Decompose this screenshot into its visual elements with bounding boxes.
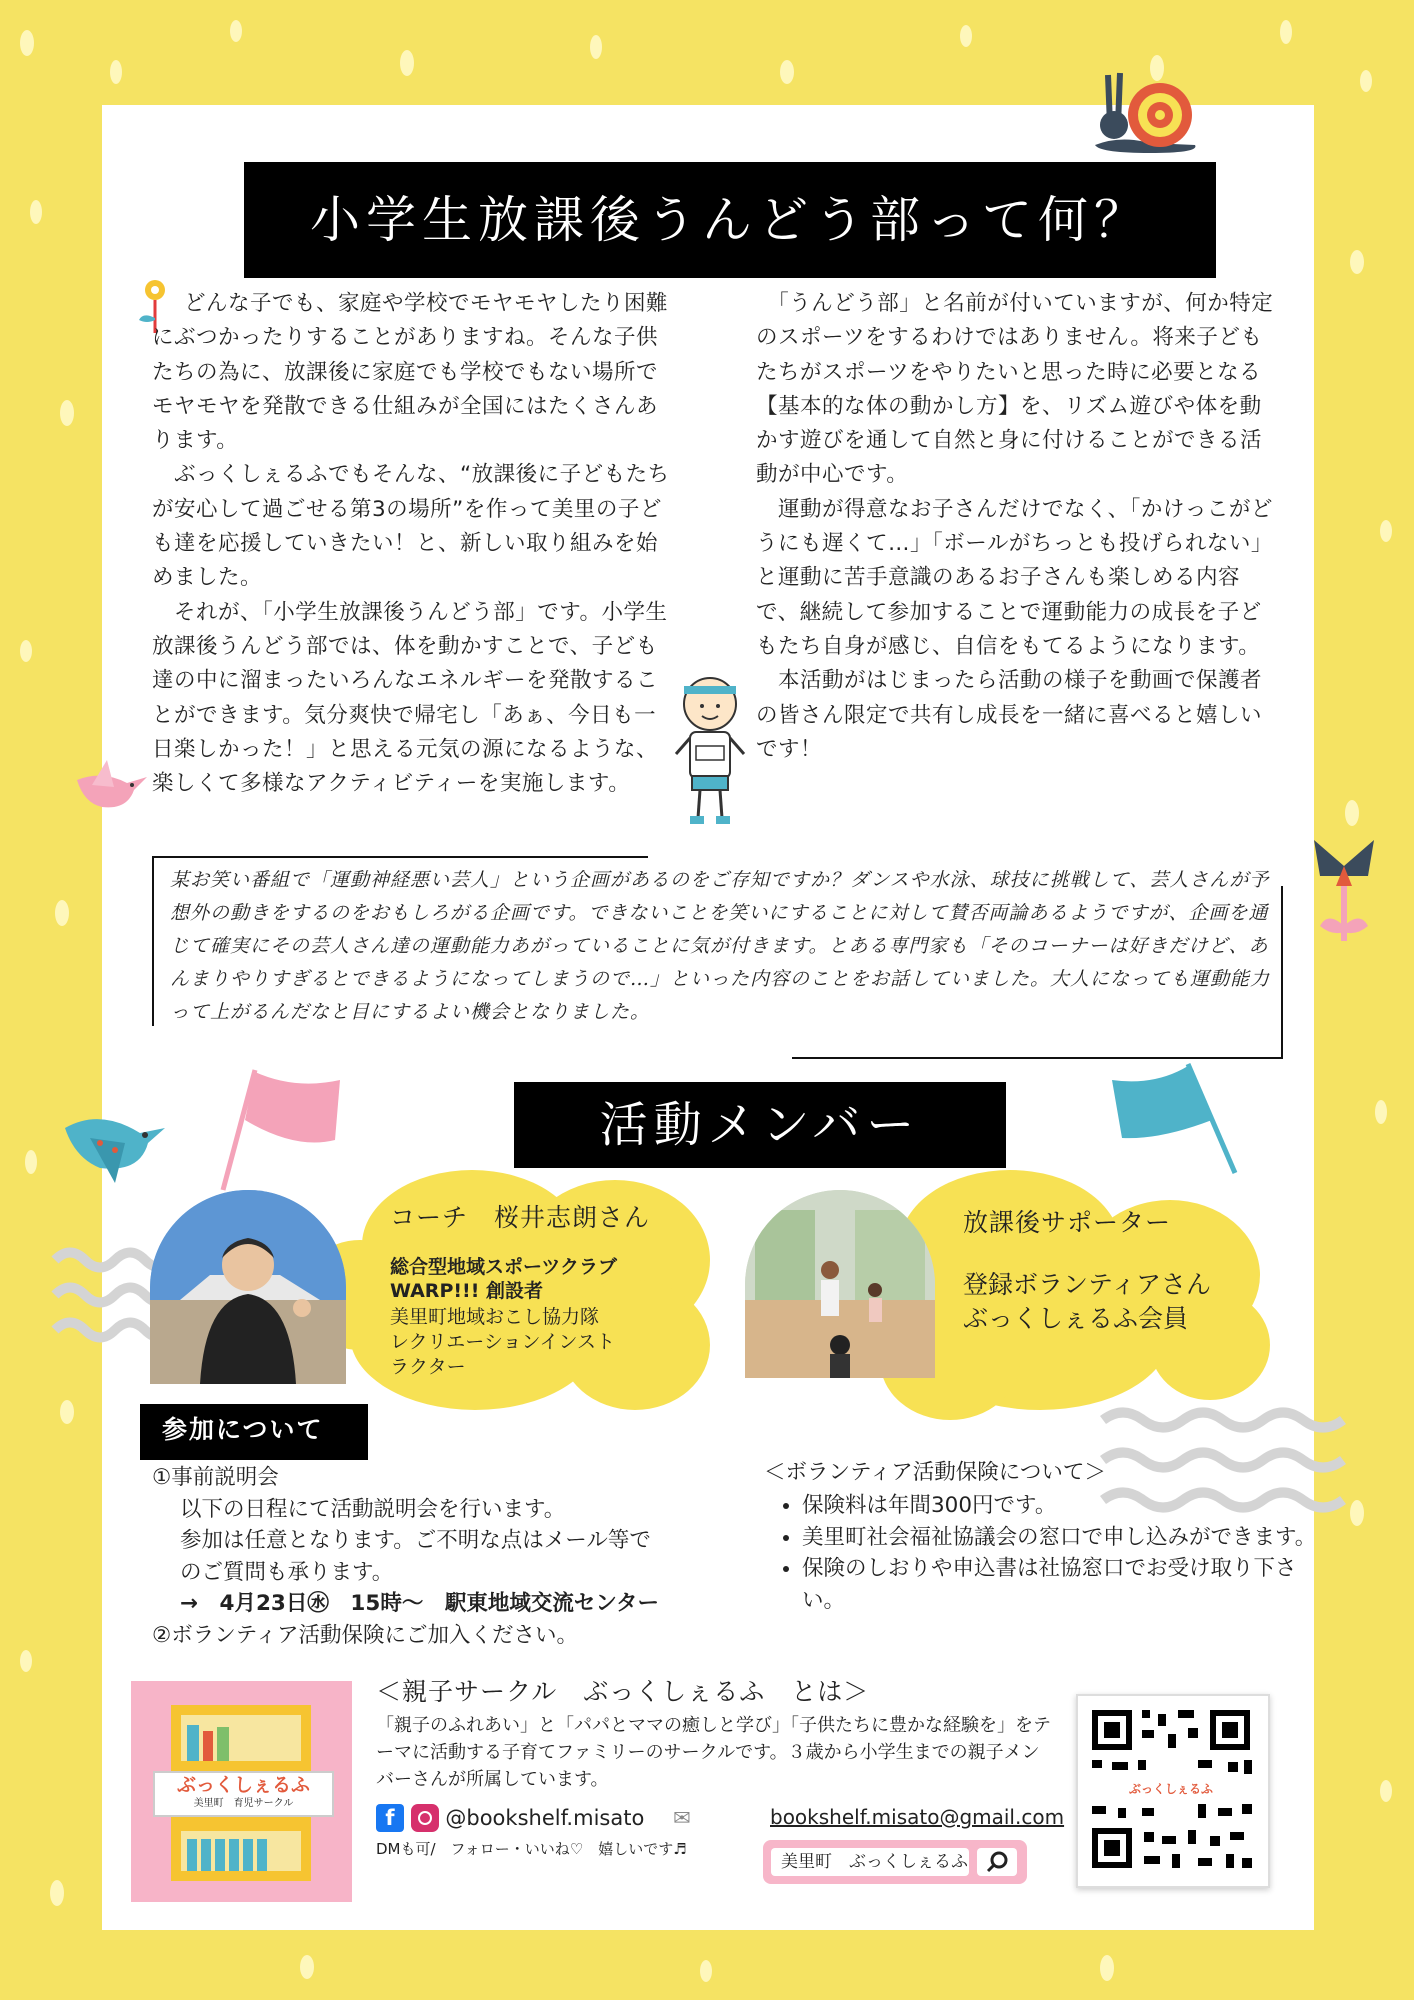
flower-icon: [1308, 836, 1380, 948]
circle-title: ＜親子サークル ぶっくしぇるふ とは＞: [376, 1677, 870, 1706]
mail-icon: ✉: [672, 1806, 691, 1830]
instagram-icon[interactable]: [411, 1804, 439, 1832]
intro-paragraph: 「うんどう部」と名前が付いていますが、何か特定のスポーツをするわけではありません。将来子どもたちがスポーツをやりたいと思った時に必要となる【基本的な体の動かし方】を、リズム遊びや体を動かす遊びを通して自然と身に付けることができる活動が中心です。: [756, 291, 1274, 488]
search-input[interactable]: 美里町 ぶっくしぇるふ: [771, 1848, 969, 1876]
insurance-item: • 保険料は年間300円です。: [802, 1490, 1322, 1522]
note-border: [152, 856, 648, 858]
join-line: 以下の日程にて活動説明会を行います。: [180, 1496, 566, 1522]
supporter-line: 登録ボランティアさん: [963, 1270, 1212, 1299]
schedule-line: → 4月23日㊌ 15時～ 駅東地域交流センター: [180, 1591, 659, 1616]
bird-icon: [60, 1098, 170, 1193]
logo-subtext: 美里町 育児サークル: [193, 1798, 294, 1809]
coach-role: [390, 1305, 680, 1380]
intro-right-column: [756, 287, 1276, 767]
join-item: ②ボランティア活動保険にご加入ください。: [152, 1622, 579, 1648]
intro-paragraph: それが、「小学生放課後うんどう部」です。小学生放課後うんどう部では、体を動かすことで、子ども達の中に溜まったいろんなエネルギーを発散することができます。気分爽快で帰宅し「あぁ、今日も一日楽しかった！」と思える元気の源になるような、楽しくて多様なアクティビティーを実施します。: [152, 599, 668, 797]
sns-row: [376, 1804, 691, 1832]
facebook-icon[interactable]: f: [376, 1804, 404, 1832]
join-line: 参加は任意となります。ご不明な点はメール等で: [180, 1528, 651, 1553]
coach-photo: [150, 1190, 346, 1384]
members-title: 活動メンバー: [514, 1082, 1006, 1168]
search-box: [763, 1840, 1027, 1884]
coach-organization: [390, 1255, 690, 1303]
join-details: [152, 1462, 752, 1651]
note-text: 某お笑い番組で「運動神経悪い芸人」という企画があるのをご存知ですか？ダンスや水泳、球技に挑戦して、芸人さんが予想外の動きをするのをおもしろがる企画です。できないことを笑いにすることに対して賛否両論あるようですが、企画を通じて確実にその芸人さん達の運動能力あがっていることに気が付きます。とある専門家も「そのコーナーは好きだけど、あんまりやりすぎるとできるようになってしまうので…」といった内容のことをお話していました。大人になっても運動能力って上がるんだなと目にするよい機会となりました。: [170, 869, 1271, 1023]
child-illustration: [672, 676, 748, 831]
join-line: のご質問も承ります。: [180, 1559, 394, 1585]
bird-icon: [72, 755, 152, 830]
logo-text: ぶっくしぇるふ: [176, 1774, 310, 1796]
sns-handle[interactable]: @bookshelf.misato: [445, 1806, 645, 1830]
coach-role-line: 美里町地域おこし協力隊: [390, 1306, 600, 1328]
note-border: [1281, 886, 1283, 1058]
activity-photo: [745, 1190, 935, 1378]
sns-note: DMも可/ フォロー・いいね♡ 嬉しいです♬: [376, 1840, 687, 1858]
intro-paragraph: 運動が得意なお子さんだけでなく、「かけっこがどうにも遅くて…」「ボールがちっとも投げられない」と運動に苦手意識のあるお子さんも楽しめる内容で、継続して参加することで運動能力の成長を子どもたち自身が感じ、自信をもてるようになります。: [756, 496, 1273, 659]
page-title: 小学生放課後うんどう部って何？: [244, 162, 1216, 278]
circle-description: 「親子のふれあい」と「パパとママの癒しと学び」「子供たちに豊かな経験を」をテーマに活動する子育てファミリーのサークルです。３歳から小学生までの親子メンバーさんが所属しています。: [376, 1715, 1051, 1790]
pink-flag-icon: [215, 1060, 345, 1195]
coach-name: コーチ 桜井志朗さん: [390, 1203, 651, 1232]
teal-flag-icon: [1110, 1058, 1240, 1178]
email-link[interactable]: bookshelf.misato@gmail.com: [770, 1805, 1065, 1829]
coach-org-line: WARP!!! 創設者: [390, 1280, 543, 1302]
intro-paragraph: ぶっくしぇるふでもそんな、“放課後に子どもたちが安心して過ごせる第3の場所”を作って美里の子ども達を応援していきたい！と、新しい取り組みを始めました。: [152, 462, 670, 591]
coach-role-line: ラクター: [390, 1356, 466, 1378]
join-section-tag: 参加について: [140, 1404, 368, 1460]
intro-left-column: [152, 287, 672, 801]
supporter-label: 放課後サポーター: [963, 1208, 1172, 1237]
supporter-description: [963, 1268, 1211, 1336]
insurance-list: [764, 1490, 1322, 1616]
snail-icon: [1090, 65, 1205, 155]
search-icon: [977, 1848, 1017, 1876]
note-border: [152, 856, 154, 1026]
qr-code[interactable]: [1076, 1694, 1270, 1888]
coach-role-line: レクリエーションインスト: [390, 1331, 615, 1353]
insurance-title: ＜ボランティア活動保険について＞: [764, 1460, 1106, 1485]
logo-banner: [153, 1771, 334, 1817]
coach-org-line: 総合型地域スポーツクラブ: [390, 1256, 618, 1278]
qr-caption: ぶっくしぇるふ: [1128, 1782, 1213, 1796]
circle-logo: [131, 1681, 352, 1902]
join-item: ①事前説明会: [152, 1465, 279, 1490]
insurance-item: • 美里町社会福祉協議会の窓口で申し込みができます。: [802, 1522, 1322, 1554]
supporter-line: ぶっくしぇるふ会員: [963, 1304, 1189, 1333]
intro-paragraph: どんな子でも、家庭や学校でモヤモヤしたり困難にぶつかったりすることがありますね。そんな子供たちの為に、放課後に家庭でも学校でもない場所でモヤモヤを発散できる仕組みが全国にはたくさんあります。: [152, 291, 669, 454]
insurance-item: • 保険のしおりや申込書は社協窓口でお受け取り下さい。: [802, 1553, 1322, 1616]
search-button[interactable]: [977, 1848, 1017, 1876]
intro-paragraph: 本活動がはじまったら活動の様子を動画で保護者の皆さん限定で共有し成長を一緒に喜べると嬉しいです！: [756, 668, 1263, 762]
